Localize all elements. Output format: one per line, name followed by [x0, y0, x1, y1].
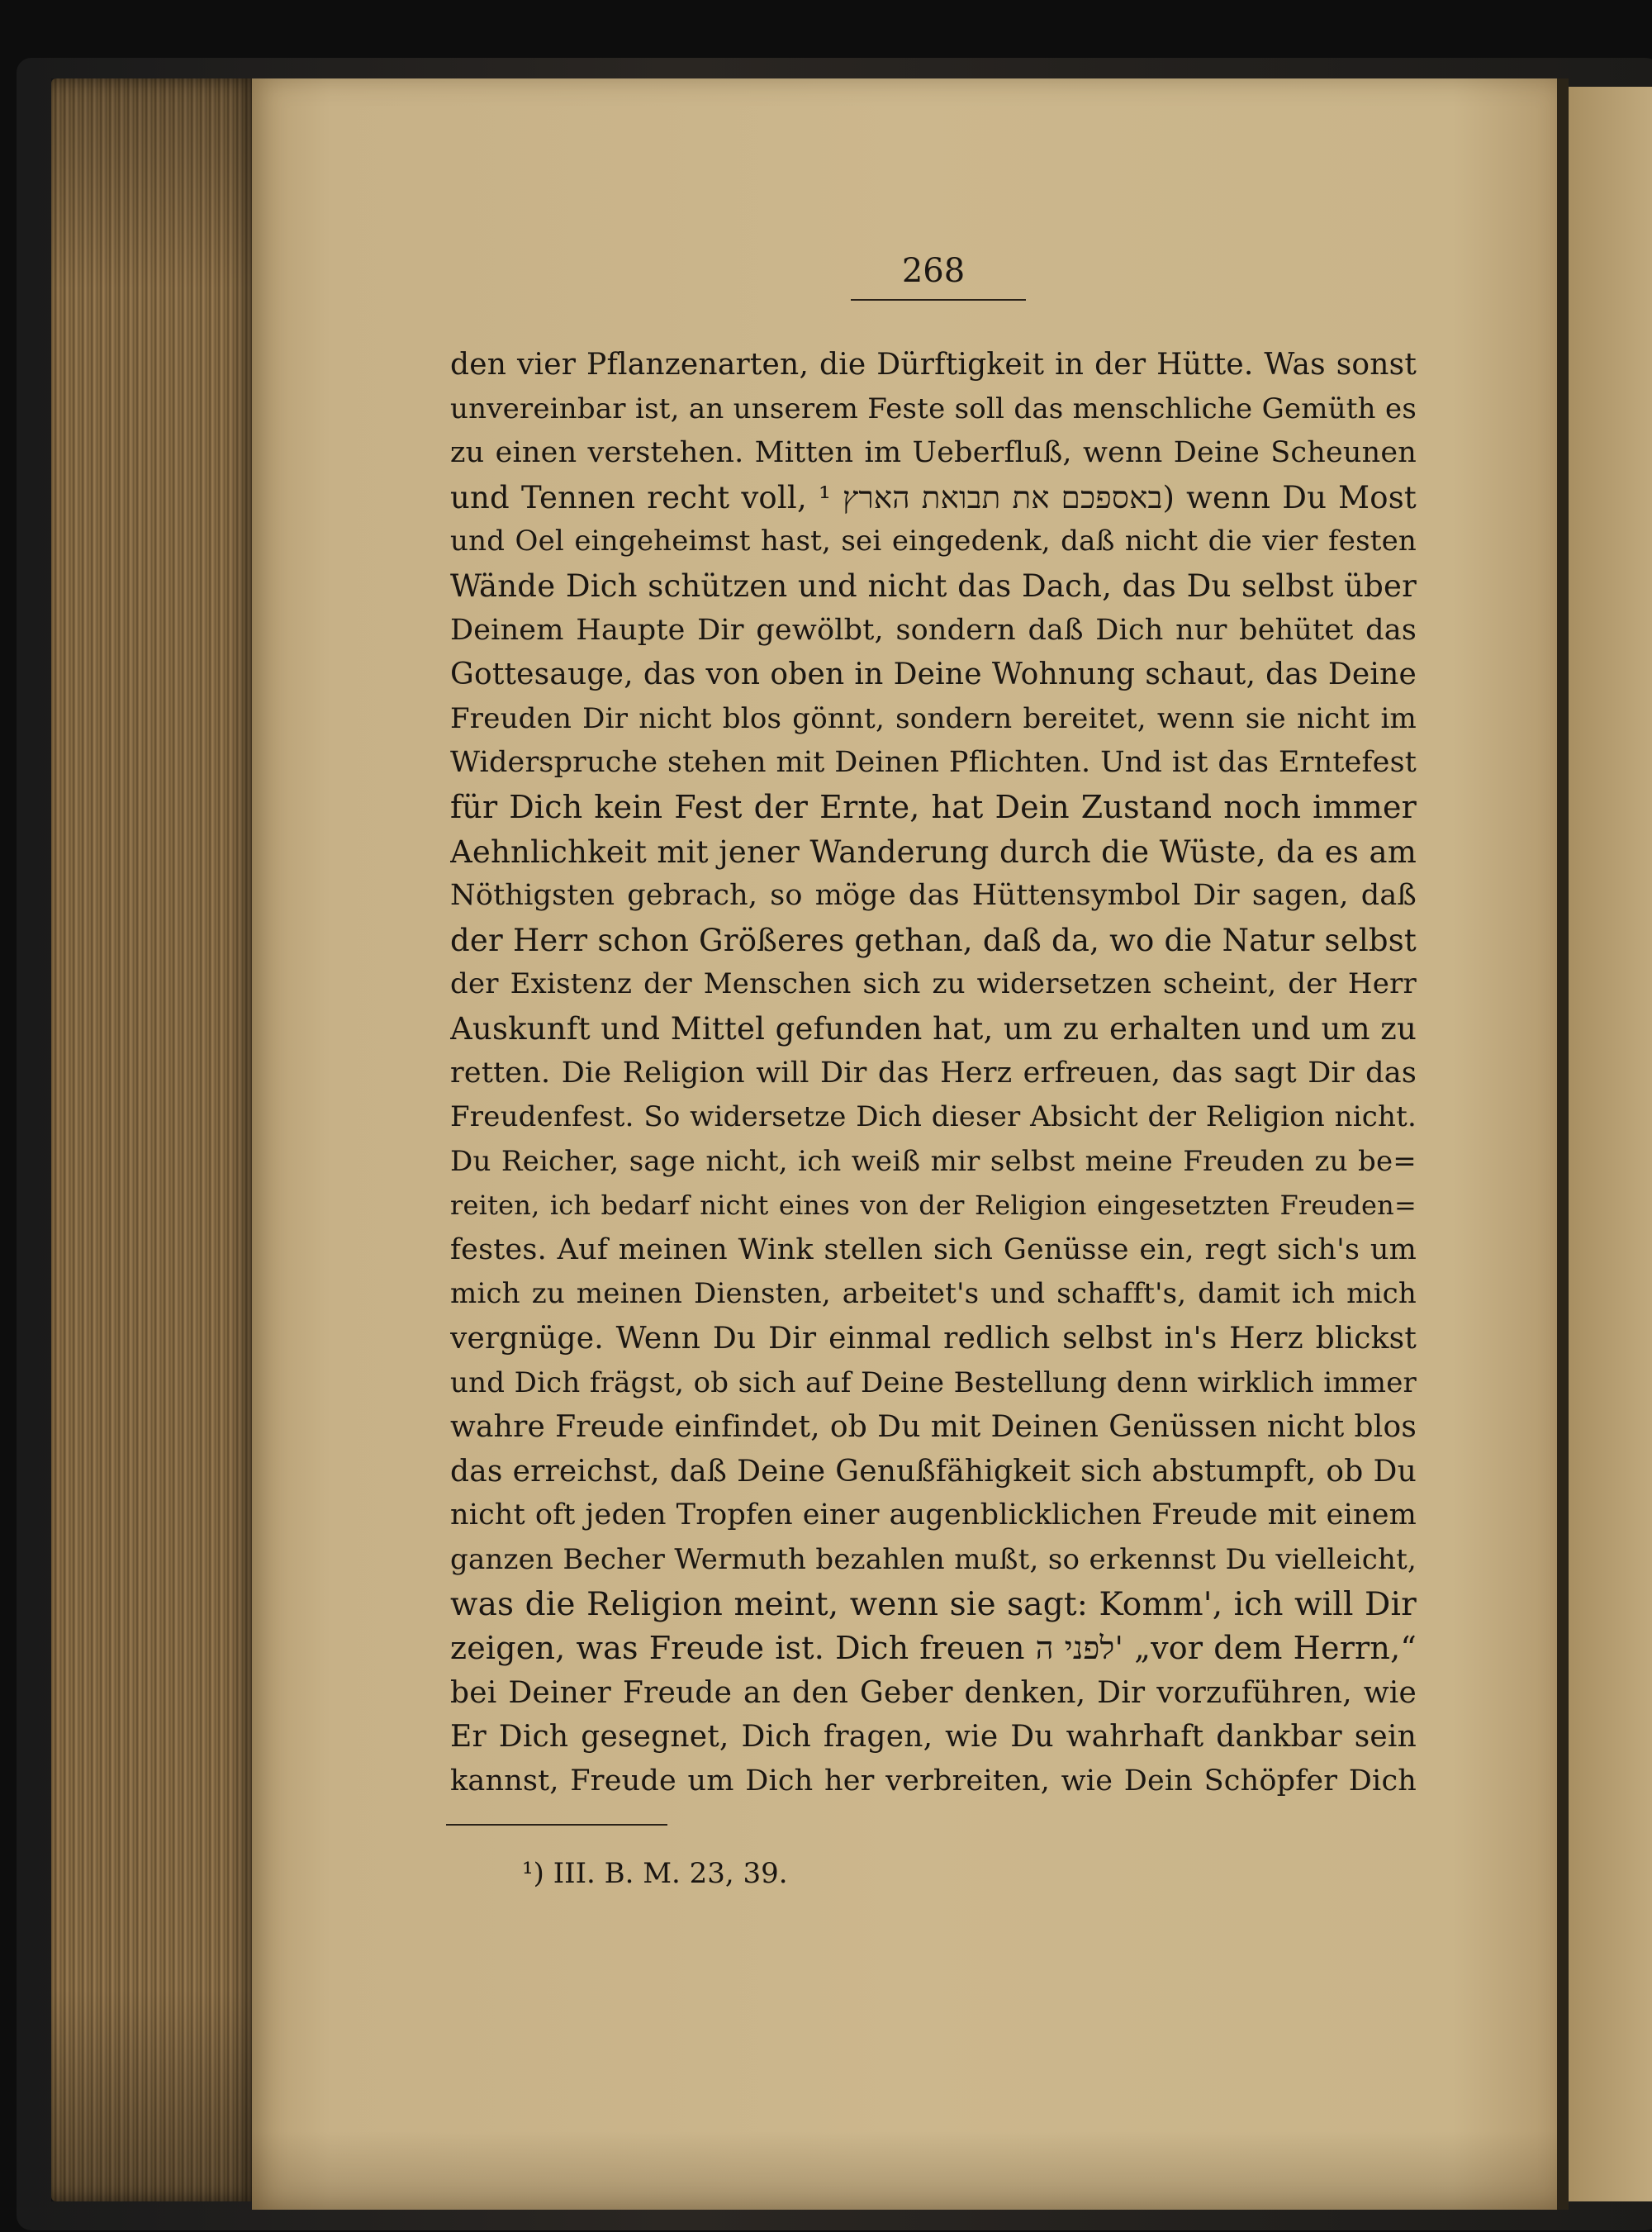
text-line: ganzen Becher Wermuth bezahlen mußt, so erkennst Du vielleicht,: [450, 1543, 1417, 1577]
text-line: Widerspruche stehen mit Deinen Pflichten. Und ist das Erntefest: [450, 746, 1417, 780]
text-line: zu einen verstehen. Mitten im Ueberfluß, wenn Deine Scheunen: [450, 436, 1417, 470]
footnote-rule: [446, 1824, 667, 1826]
text-line: das erreichst, daß Deine Genußfähigkeit sich abstumpft, ob Du: [450, 1454, 1417, 1489]
adjacent-page-edge: [1569, 87, 1652, 2201]
text-line: Er Dich gesegnet, Dich fragen, wie Du wahrhaft dankbar sein: [450, 1720, 1417, 1755]
gutter: [1557, 78, 1569, 2210]
text-line: retten. Die Religion will Dir das Herz erfreuen, das sagt Dir das: [450, 1056, 1417, 1090]
page-number-rule: [851, 299, 1026, 301]
text-line: Deinem Haupte Dir gewölbt, sondern daß Dich nur behütet das: [450, 613, 1417, 647]
text-line: und Dich frägst, ob sich auf Deine Bestellung denn wirklich immer: [450, 1365, 1417, 1399]
page-number: 268: [901, 252, 966, 290]
text-line: nicht oft jeden Tropfen einer augenblicklichen Freude mit einem: [450, 1498, 1417, 1532]
text-line: Aehnlichkeit mit jener Wanderung durch die Wüste, da es am: [450, 833, 1417, 870]
text-line: wahre Freude einfindet, ob Du mit Deinen Genüssen nicht blos: [450, 1410, 1417, 1445]
page-edges: [51, 78, 258, 2201]
text-line: zeigen, was Freude ist. Dich freuen לפני ה' „vor dem Herrn,“: [450, 1630, 1417, 1667]
text-line: und Tennen recht voll, באספכם את תבואת הארץ ¹) wenn Du Most: [450, 479, 1417, 515]
text-line: kannst, Freude um Dich her verbreiten, wie Dein Schöpfer Dich: [450, 1764, 1417, 1797]
text-line: für Dich kein Fest der Ernte, hat Dein Zustand noch immer: [450, 788, 1417, 825]
text-line: der Herr schon Größeres gethan, daß da, wo die Natur selbst: [450, 922, 1417, 958]
text-line: Freuden Dir nicht blos gönnt, sondern bereitet, wenn sie nicht im: [450, 701, 1417, 735]
text-line: reiten, ich bedarf nicht eines von der Religion eingesetzten Freuden=: [450, 1190, 1417, 1222]
text-line: der Existenz der Menschen sich zu widersetzen scheint, der Herr: [450, 967, 1417, 1001]
text-line: unvereinbar ist, an unserem Feste soll das menschliche Gemüth es: [450, 392, 1417, 425]
page-shading: [252, 2131, 1557, 2210]
text-line: was die Religion meint, wenn sie sagt: Komm', ich will Dir: [450, 1585, 1417, 1623]
text-line: mich zu meinen Diensten, arbeitet's und schafft's, damit ich mich: [450, 1277, 1417, 1311]
footnote: ¹) III. B. M. 23, 39.: [522, 1857, 788, 1890]
text-line: festes. Auf meinen Wink stellen sich Genüsse ein, regt sich's um: [450, 1232, 1417, 1266]
text-line: den vier Pflanzenarten, die Dürftigkeit in der Hütte. Was sonst: [450, 348, 1417, 382]
body-text: [450, 343, 1417, 1804]
text-line: Du Reicher, sage nicht, ich weiß mir selbst meine Freuden zu be=: [450, 1144, 1417, 1178]
text-line: Auskunft und Mittel gefunden hat, um zu erhalten und um zu: [450, 1010, 1417, 1047]
text-line: Nöthigsten gebrach, so möge das Hüttensymbol Dir sagen, daß: [450, 879, 1417, 913]
text-line: Freudenfest. So widersetze Dich dieser Absicht der Religion nicht.: [450, 1100, 1417, 1134]
text-line: und Oel eingeheimst hast, sei eingedenk, daß nicht die vier festen: [450, 525, 1417, 558]
text-line: bei Deiner Freude an den Geber denken, Dir vorzuführen, wie: [450, 1675, 1417, 1710]
text-line: vergnüge. Wenn Du Dir einmal redlich selbst in's Herz blickst: [450, 1322, 1417, 1356]
text-line: Gottesauge, das von oben in Deine Wohnung schaut, das Deine: [450, 658, 1417, 692]
text-line: Wände Dich schützen und nicht das Dach, das Du selbst über: [450, 567, 1417, 604]
